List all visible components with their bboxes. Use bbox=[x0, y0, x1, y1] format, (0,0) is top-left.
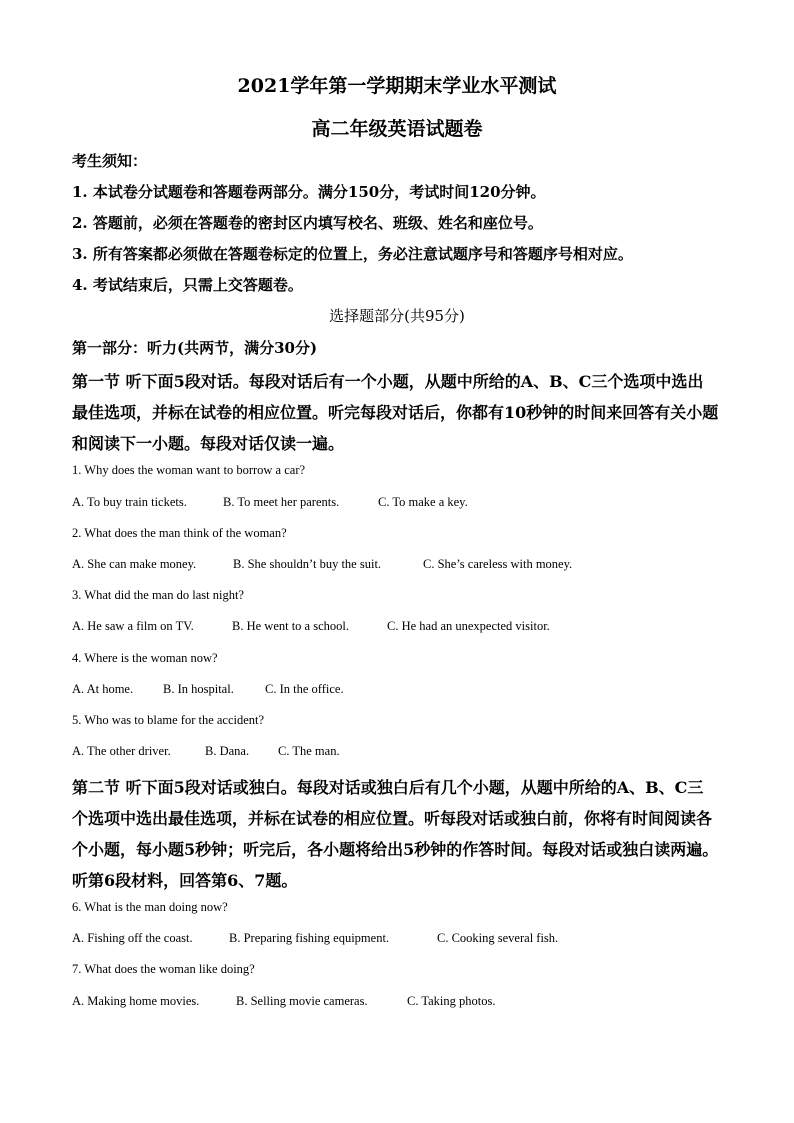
question-options bbox=[72, 994, 495, 1009]
option-b: B. Dana. bbox=[205, 744, 250, 758]
option-a: A. She can make money. bbox=[72, 557, 197, 571]
part1-title: 第一部分：听力(共两节，满分30分) bbox=[72, 339, 318, 357]
notice-item: 4. 考试结束后，只需上交答题卷。 bbox=[72, 276, 303, 294]
question-text: 6. What is the man doing now? bbox=[72, 900, 228, 914]
question-text: 7. What does the woman like doing? bbox=[72, 962, 255, 976]
question-text: 2. What does the man think of the woman? bbox=[72, 526, 287, 540]
option-b: B. To meet her parents. bbox=[223, 495, 340, 509]
section2-instruction: 听第6段材料，回答第6、7题。 bbox=[72, 871, 298, 890]
question-text: 3. What did the man do last night? bbox=[72, 588, 244, 602]
question-text: 4. Where is the woman now? bbox=[72, 651, 218, 665]
option-c: C. Taking photos. bbox=[407, 994, 496, 1008]
option-c: C. The man. bbox=[278, 744, 340, 758]
section1-instruction: 第一节 听下面5段对话。每段对话后有一个小题，从题中所给的A、B、C三个选项中选出 bbox=[72, 372, 704, 391]
section-title: 选择题部分(共95分) bbox=[329, 307, 465, 325]
option-b: B. Selling movie cameras. bbox=[236, 994, 368, 1008]
notice-item: 3. 所有答案都必须做在答题卷标定的位置上，务必注意试题序号和答题序号相对应。 bbox=[72, 245, 633, 263]
option-c: C. He had an unexpected visitor. bbox=[387, 619, 550, 633]
option-c: C. In the office. bbox=[265, 682, 344, 696]
section1-instruction: 和阅读下一小题。每段对话仅读一遍。 bbox=[72, 434, 345, 453]
option-a: A. To buy train tickets. bbox=[72, 495, 187, 509]
page-title: 2021学年第一学期期末学业水平测试 bbox=[237, 75, 557, 97]
notice-item: 1. 本试卷分试题卷和答题卷两部分。满分150分，考试时间120分钟。 bbox=[72, 183, 546, 201]
option-b: B. In hospital. bbox=[163, 682, 234, 696]
option-b: B. She shouldn’t buy the suit. bbox=[233, 557, 382, 571]
option-a: A. Making home movies. bbox=[72, 994, 200, 1008]
question-options bbox=[72, 557, 572, 572]
page-subtitle: 高二年级英语试题卷 bbox=[311, 118, 483, 140]
question-text: 1. Why does the woman want to borrow a car? bbox=[72, 463, 306, 477]
question-options bbox=[72, 931, 558, 946]
option-b: B. He went to a school. bbox=[232, 619, 349, 633]
section2-instruction: 个小题，每小题5秒钟；听完后，各小题将给出5秒钟的作答时间。每段对话或独白读两遍。 bbox=[72, 840, 719, 859]
option-b: B. Preparing fishing equipment. bbox=[229, 931, 390, 945]
notice-heading: 考生须知： bbox=[72, 152, 148, 170]
question-text: 5. Who was to blame for the accident? bbox=[72, 713, 265, 727]
option-c: C. Cooking several fish. bbox=[437, 931, 559, 945]
option-c: C. To make a key. bbox=[378, 495, 468, 509]
option-a: A. The other driver. bbox=[72, 744, 171, 758]
section2-instruction: 第二节 听下面5段对话或独白。每段对话或独白后有几个小题，从题中所给的A、B、C三 bbox=[72, 778, 704, 797]
option-a: A. He saw a film on TV. bbox=[72, 619, 194, 633]
question-options bbox=[72, 682, 344, 697]
question-options bbox=[72, 495, 468, 510]
section1-instruction: 最佳选项，并标在试卷的相应位置。听完每段对话后，你都有10秒钟的时间来回答有关小题 bbox=[72, 403, 719, 422]
question-options bbox=[72, 744, 340, 759]
question-options bbox=[72, 619, 550, 634]
option-a: A. Fishing off the coast. bbox=[72, 931, 193, 945]
notice-item: 2. 答题前，必须在答题卷的密封区内填写校名、班级、姓名和座位号。 bbox=[72, 214, 543, 232]
option-c: C. She’s careless with money. bbox=[423, 557, 573, 571]
section2-instruction: 个选项中选出最佳选项，并标在试卷的相应位置。听每段对话或独白前，你将有时间阅读各 bbox=[72, 809, 713, 828]
option-a: A. At home. bbox=[72, 682, 134, 696]
